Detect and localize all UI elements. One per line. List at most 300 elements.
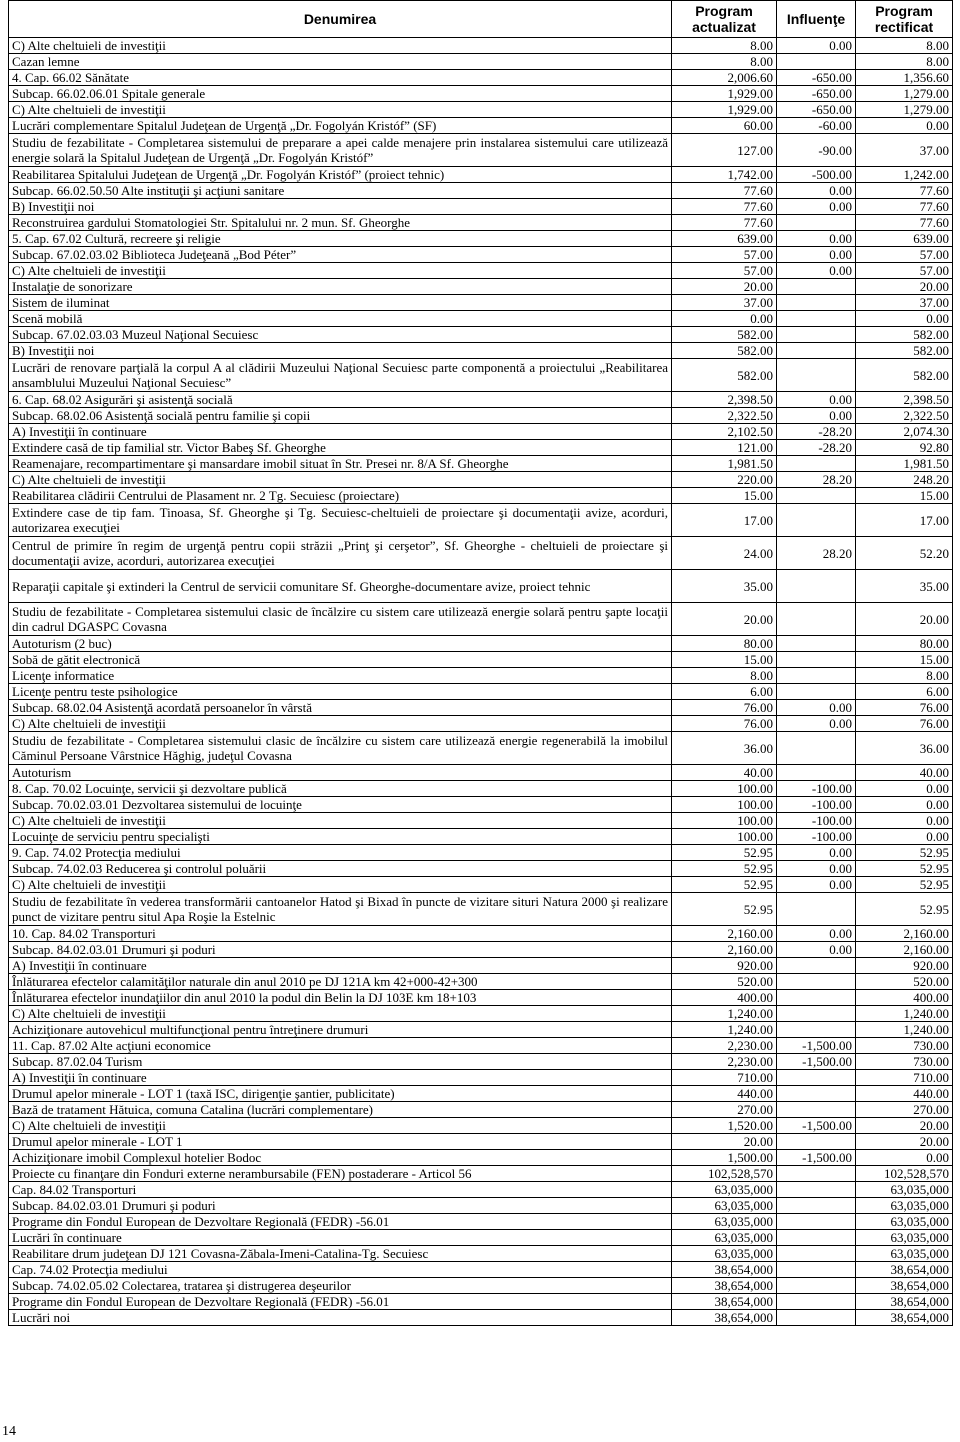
table-row [9,408,953,424]
row-program-actualizat: 639.00 [672,231,777,247]
table-row [9,343,953,359]
row-name: Studiu de fezabilitate - Completarea sistemului clasic de încălzire cu sistem care utilizează energie solară pentru şapte locaţii din cadrul DGASPC Covasna [9,603,672,636]
row-program-actualizat: 76.00 [672,716,777,732]
row-program-actualizat: 38,654,000 [672,1278,777,1294]
table-row [9,199,953,215]
row-influente [777,359,856,392]
row-program-rectificat: 20.00 [856,1134,953,1150]
table-row [9,102,953,118]
row-program-actualizat: 57.00 [672,247,777,263]
row-program-actualizat: 38,654,000 [672,1310,777,1326]
row-influente: 0.00 [777,845,856,861]
row-program-rectificat: 0.00 [856,797,953,813]
row-name: Achiziţionare autovehicul multifuncţional pentru întreţinere drumuri [9,1022,672,1038]
row-name: Autoturism [9,765,672,781]
table-row [9,1230,953,1246]
row-program-rectificat: 2,160.00 [856,926,953,942]
row-influente: 0.00 [777,38,856,54]
table-row [9,636,953,652]
row-program-actualizat: 38,654,000 [672,1262,777,1278]
row-program-actualizat: 1,742.00 [672,167,777,183]
row-program-rectificat: 77.60 [856,215,953,231]
row-name: Subcap. 74.02.03 Reducerea şi controlul poluării [9,861,672,877]
row-program-rectificat: 52.95 [856,845,953,861]
row-program-rectificat: 730.00 [856,1038,953,1054]
row-program-rectificat: 20.00 [856,603,953,636]
row-program-actualizat: 1,240.00 [672,1022,777,1038]
row-program-actualizat: 77.60 [672,183,777,199]
page-number: 14 [2,1424,16,1439]
row-influente: -1,500.00 [777,1118,856,1134]
row-program-actualizat: 2,398.50 [672,392,777,408]
row-influente: 0.00 [777,877,856,893]
row-program-rectificat: 8.00 [856,38,953,54]
row-influente [777,974,856,990]
row-program-actualizat: 20.00 [672,603,777,636]
row-name: C) Alte cheltuieli de investiţii [9,716,672,732]
row-name: Subcap. 68.02.04 Asistenţă acordată persoanelor în vârstă [9,700,672,716]
row-name: C) Alte cheltuieli de investiţii [9,877,672,893]
table-row [9,1246,953,1262]
row-program-rectificat: 1,240.00 [856,1022,953,1038]
table-row [9,716,953,732]
row-name: Subcap. 68.02.06 Asistenţă socială pentru familie şi copii [9,408,672,424]
row-influente: -650.00 [777,86,856,102]
row-program-rectificat: 92.80 [856,440,953,456]
row-program-rectificat: 80.00 [856,636,953,652]
row-program-actualizat: 63,035,000 [672,1246,777,1262]
table-row [9,167,953,183]
row-influente [777,504,856,537]
table-row [9,311,953,327]
row-influente [777,1006,856,1022]
row-influente [777,54,856,70]
row-name: Subcap. 70.02.03.01 Dezvoltarea sistemului de locuinţe [9,797,672,813]
row-name: Cap. 74.02 Protecţia mediului [9,1262,672,1278]
row-influente: -100.00 [777,781,856,797]
table-row [9,926,953,942]
table-row [9,1102,953,1118]
row-program-rectificat: 0.00 [856,829,953,845]
row-program-actualizat: 77.60 [672,215,777,231]
row-influente [777,1182,856,1198]
row-name: C) Alte cheltuieli de investiţii [9,102,672,118]
row-program-rectificat: 76.00 [856,716,953,732]
table-row [9,797,953,813]
row-program-actualizat: 2,006.60 [672,70,777,86]
row-program-actualizat: 38,654,000 [672,1294,777,1310]
row-program-rectificat: 63,035,000 [856,1182,953,1198]
row-influente [777,1070,856,1086]
table-row [9,893,953,926]
row-name: Cazan lemne [9,54,672,70]
row-name: Reabilitarea clădirii Centrului de Plasament nr. 2 Tg. Secuiesc (proiectare) [9,488,672,504]
row-program-actualizat: 63,035,000 [672,1214,777,1230]
row-program-rectificat: 20.00 [856,1118,953,1134]
row-influente [777,958,856,974]
table-row [9,1166,953,1182]
row-program-rectificat: 77.60 [856,199,953,215]
row-program-actualizat: 52.95 [672,861,777,877]
table-row [9,684,953,700]
row-influente [777,1230,856,1246]
row-program-rectificat: 38,654,000 [856,1278,953,1294]
table-row [9,1054,953,1070]
row-program-actualizat: 100.00 [672,781,777,797]
row-program-rectificat: 77.60 [856,183,953,199]
row-program-actualizat: 520.00 [672,974,777,990]
row-program-rectificat: 38,654,000 [856,1262,953,1278]
row-program-actualizat: 60.00 [672,118,777,134]
row-name: Extindere case de tip fam. Tinoasa, Sf. Gheorghe şi Tg. Secuiesc-cheltuieli de proiectare şi documentaţii avize, acorduri, autorizarea execuţiei [9,504,672,537]
row-influente [777,343,856,359]
row-name: C) Alte cheltuieli de investiţii [9,38,672,54]
table-row [9,327,953,343]
row-program-rectificat: 102,528,570 [856,1166,953,1182]
row-program-actualizat: 80.00 [672,636,777,652]
row-program-actualizat: 102,528,570 [672,1166,777,1182]
row-program-rectificat: 920.00 [856,958,953,974]
row-influente [777,1310,856,1326]
row-program-rectificat: 8.00 [856,668,953,684]
row-program-rectificat: 40.00 [856,765,953,781]
row-name: 11. Cap. 87.02 Alte acţiuni economice [9,1038,672,1054]
row-influente: 0.00 [777,199,856,215]
row-program-actualizat: 37.00 [672,295,777,311]
table-row [9,456,953,472]
table-row [9,1070,953,1086]
table-row [9,1294,953,1310]
row-name: Subcap. 67.02.03.02 Biblioteca Judeţeană „Bod Péter” [9,247,672,263]
row-program-actualizat: 2,230.00 [672,1054,777,1070]
row-influente: -1,500.00 [777,1054,856,1070]
table-row [9,1086,953,1102]
row-name: Achiziţionare imobil Complexul hotelier Bodoc [9,1150,672,1166]
table-row [9,1310,953,1326]
row-program-rectificat: 76.00 [856,700,953,716]
row-name: Reparaţii capitale şi extinderi la Centrul de servicii comunitare Sf. Gheorghe-documentare avize, proiect tehnic [9,570,672,603]
row-influente [777,1134,856,1150]
row-program-rectificat: 0.00 [856,813,953,829]
row-name: 4. Cap. 66.02 Sănătate [9,70,672,86]
row-name: 9. Cap. 74.02 Protecţia mediului [9,845,672,861]
row-influente [777,1214,856,1230]
row-influente [777,1022,856,1038]
row-influente [777,1166,856,1182]
row-influente: 0.00 [777,716,856,732]
row-influente: 0.00 [777,942,856,958]
row-program-actualizat: 920.00 [672,958,777,974]
row-program-rectificat: 0.00 [856,311,953,327]
table-row [9,1022,953,1038]
row-influente: 0.00 [777,861,856,877]
row-program-rectificat: 2,398.50 [856,392,953,408]
row-influente: -650.00 [777,102,856,118]
table-row [9,440,953,456]
row-influente: -650.00 [777,70,856,86]
row-program-rectificat: 38,654,000 [856,1294,953,1310]
row-program-actualizat: 582.00 [672,359,777,392]
row-name: A) Investiţii în continuare [9,958,672,974]
row-program-rectificat: 440.00 [856,1086,953,1102]
row-name: Lucrări complementare Spitalul Judeţean de Urgenţă „Dr. Fogolyán Kristóf” (SF) [9,118,672,134]
row-name: Subcap. 74.02.05.02 Colectarea, tratarea şi distrugerea deşeurilor [9,1278,672,1294]
table-header-row [9,1,953,38]
table-row [9,1006,953,1022]
row-name: B) Investiţii noi [9,343,672,359]
row-influente [777,668,856,684]
table-row [9,1038,953,1054]
table-row [9,974,953,990]
row-name: Înlăturarea efectelor inundaţiilor din anul 2010 la podul din Belin la DJ 103E km 18+103 [9,990,672,1006]
row-name: Extindere casă de tip familial str. Victor Babeş Sf. Gheorghe [9,440,672,456]
row-influente: 0.00 [777,247,856,263]
row-name: Subcap. 66.02.06.01 Spitale generale [9,86,672,102]
row-program-actualizat: 440.00 [672,1086,777,1102]
row-program-rectificat: 52.20 [856,537,953,570]
row-program-rectificat: 20.00 [856,279,953,295]
row-program-actualizat: 1,240.00 [672,1006,777,1022]
row-program-actualizat: 8.00 [672,668,777,684]
row-program-actualizat: 77.60 [672,199,777,215]
table-row [9,1214,953,1230]
row-name: Autoturism (2 buc) [9,636,672,652]
row-program-rectificat: 52.95 [856,877,953,893]
row-influente: -28.20 [777,424,856,440]
row-influente: -1,500.00 [777,1150,856,1166]
row-program-actualizat: 100.00 [672,797,777,813]
row-program-actualizat: 52.95 [672,877,777,893]
row-name: Subcap. 84.02.03.01 Drumuri şi poduri [9,942,672,958]
row-program-actualizat: 270.00 [672,1102,777,1118]
row-program-actualizat: 63,035,000 [672,1230,777,1246]
row-influente [777,295,856,311]
row-influente: -1,500.00 [777,1038,856,1054]
row-program-actualizat: 2,230.00 [672,1038,777,1054]
row-program-rectificat: 57.00 [856,263,953,279]
row-program-rectificat: 0.00 [856,781,953,797]
row-program-actualizat: 100.00 [672,829,777,845]
row-program-actualizat: 20.00 [672,279,777,295]
row-program-actualizat: 63,035,000 [672,1198,777,1214]
row-influente [777,1294,856,1310]
row-program-actualizat: 2,160.00 [672,926,777,942]
table-row [9,472,953,488]
table-row [9,877,953,893]
row-influente [777,570,856,603]
row-influente: -100.00 [777,797,856,813]
row-program-rectificat: 582.00 [856,327,953,343]
table-row [9,359,953,392]
row-program-rectificat: 582.00 [856,359,953,392]
row-program-rectificat: 36.00 [856,732,953,765]
row-influente [777,1102,856,1118]
row-name: C) Alte cheltuieli de investiţii [9,263,672,279]
row-program-rectificat: 1,279.00 [856,86,953,102]
row-influente: -90.00 [777,134,856,167]
row-program-rectificat: 38,654,000 [856,1310,953,1326]
row-program-rectificat: 0.00 [856,118,953,134]
table-row [9,1262,953,1278]
row-name: Lucrări noi [9,1310,672,1326]
row-name: Sistem de iluminat [9,295,672,311]
row-program-rectificat: 8.00 [856,54,953,70]
table-row [9,958,953,974]
row-program-actualizat: 52.95 [672,845,777,861]
row-influente [777,765,856,781]
row-program-actualizat: 582.00 [672,343,777,359]
row-program-actualizat: 52.95 [672,893,777,926]
row-influente: 0.00 [777,700,856,716]
row-influente [777,279,856,295]
row-name: B) Investiţii noi [9,199,672,215]
row-influente [777,893,856,926]
row-program-actualizat: 24.00 [672,537,777,570]
row-influente: -28.20 [777,440,856,456]
table-row [9,279,953,295]
row-program-rectificat: 52.95 [856,893,953,926]
row-program-rectificat: 2,074.30 [856,424,953,440]
row-program-rectificat: 1,356.60 [856,70,953,86]
row-program-actualizat: 15.00 [672,652,777,668]
row-program-actualizat: 0.00 [672,311,777,327]
row-program-actualizat: 1,981.50 [672,456,777,472]
table-row [9,118,953,134]
table-row [9,38,953,54]
row-program-actualizat: 6.00 [672,684,777,700]
row-program-rectificat: 1,981.50 [856,456,953,472]
row-name: Studiu de fezabilitate - Completarea sistemului clasic de încălzire cu sistem care utilizează energie regenerabilă la imobilul Căminul Persoane Vârstnice Hăghig, judeţul Covasna [9,732,672,765]
row-program-rectificat: 582.00 [856,343,953,359]
table-row [9,231,953,247]
row-program-actualizat: 20.00 [672,1134,777,1150]
row-program-actualizat: 15.00 [672,488,777,504]
row-name: Lucrări de renovare parţială la corpul A al clădirii Muzeului Naţional Secuiesc parte componentă a proiectului „Reabilitarea ansamblului Muzeului Naţional Secuiesc” [9,359,672,392]
row-name: Studiu de fezabilitate în vederea transformării cantoanelor Hatod şi Bixad în puncte de vizitare situri Natura 2000 şi realizare punct de vizitare pentru situl Apa Roşie la Estelnic [9,893,672,926]
row-program-rectificat: 248.20 [856,472,953,488]
row-influente [777,456,856,472]
row-program-actualizat: 36.00 [672,732,777,765]
row-name: A) Investiţii în continuare [9,424,672,440]
row-program-rectificat: 15.00 [856,488,953,504]
row-name: 5. Cap. 67.02 Cultură, recreere şi religie [9,231,672,247]
table-row [9,1134,953,1150]
row-influente [777,1198,856,1214]
table-row [9,1182,953,1198]
table-row [9,781,953,797]
header-program-rectificat: Program rectificat [856,1,953,38]
row-influente [777,215,856,231]
row-influente: -60.00 [777,118,856,134]
row-program-actualizat: 17.00 [672,504,777,537]
row-program-actualizat: 57.00 [672,263,777,279]
table-row [9,70,953,86]
row-program-rectificat: 2,160.00 [856,942,953,958]
table-row [9,668,953,684]
table-row [9,263,953,279]
row-influente: 28.20 [777,472,856,488]
table-row [9,488,953,504]
row-influente [777,732,856,765]
table-row [9,652,953,668]
row-name: Subcap. 87.02.04 Turism [9,1054,672,1070]
header-influente: Influenţe [777,1,856,38]
row-program-actualizat: 710.00 [672,1070,777,1086]
row-influente [777,684,856,700]
row-program-actualizat: 127.00 [672,134,777,167]
table-row [9,570,953,603]
row-influente: 0.00 [777,263,856,279]
row-name: Drumul apelor minerale - LOT 1 (taxă ISC, dirigenţie şantier, publicitate) [9,1086,672,1102]
row-program-rectificat: 37.00 [856,295,953,311]
row-program-rectificat: 1,242.00 [856,167,953,183]
row-name: C) Alte cheltuieli de investiţii [9,1006,672,1022]
header-denumirea: Denumirea [9,1,672,38]
row-program-actualizat: 8.00 [672,38,777,54]
row-program-actualizat: 1,929.00 [672,102,777,118]
row-name: 8. Cap. 70.02 Locuinţe, servicii şi dezvoltare publică [9,781,672,797]
row-name: Subcap. 66.02.50.50 Alte instituţii şi acţiuni sanitare [9,183,672,199]
row-name: Programe din Fondul European de Dezvoltare Regională (FEDR) -56.01 [9,1294,672,1310]
row-name: Studiu de fezabilitate - Completarea sistemului de preparare a apei calde menajere prin instalarea sistemului care utilizează energie solară la Spitalul Judeţean de Urgenţă „Dr. Fogolyán Kristóf” [9,134,672,167]
table-row [9,54,953,70]
table-row [9,942,953,958]
row-program-rectificat: 0.00 [856,1150,953,1166]
row-influente [777,636,856,652]
row-name: Sobă de gătit electronică [9,652,672,668]
row-influente [777,1278,856,1294]
row-program-actualizat: 100.00 [672,813,777,829]
row-name: Licenţe pentru teste psihologice [9,684,672,700]
row-program-rectificat: 35.00 [856,570,953,603]
row-influente [777,311,856,327]
row-influente: 0.00 [777,926,856,942]
row-influente [777,488,856,504]
row-name: Subcap. 84.02.03.01 Drumuri şi poduri [9,1198,672,1214]
row-program-rectificat: 1,240.00 [856,1006,953,1022]
row-name: Reconstruirea gardului Stomatologiei Str. Spitalului nr. 2 mun. Sf. Gheorghe [9,215,672,231]
row-program-rectificat: 63,035,000 [856,1246,953,1262]
row-program-actualizat: 40.00 [672,765,777,781]
row-program-actualizat: 400.00 [672,990,777,1006]
row-name: A) Investiţii în continuare [9,1070,672,1086]
row-program-rectificat: 15.00 [856,652,953,668]
row-program-rectificat: 730.00 [856,1054,953,1070]
row-program-rectificat: 520.00 [856,974,953,990]
row-name: Scenă mobilă [9,311,672,327]
row-influente: 0.00 [777,408,856,424]
table-row [9,134,953,167]
table-body [9,38,953,1326]
row-program-rectificat: 710.00 [856,1070,953,1086]
table-row [9,504,953,537]
row-influente [777,603,856,636]
row-name: Instalaţie de sonorizare [9,279,672,295]
row-program-rectificat: 2,322.50 [856,408,953,424]
table-row [9,603,953,636]
row-program-rectificat: 57.00 [856,247,953,263]
row-influente [777,652,856,668]
row-name: Cap. 84.02 Transporturi [9,1182,672,1198]
row-program-actualizat: 121.00 [672,440,777,456]
row-program-rectificat: 63,035,000 [856,1198,953,1214]
row-name: Centrul de primire în regim de urgenţă pentru copii străzii „Prinţ şi cerşetor”, Sf. Gheorghe - cheltuieli de proiectare şi documentaţii avize, acorduri, autorizarea execuţiei [9,537,672,570]
table-row [9,215,953,231]
row-name: 10. Cap. 84.02 Transporturi [9,926,672,942]
row-name: Reabilitare drum judeţean DJ 121 Covasna-Zăbala-Imeni-Catalina-Tg. Secuiesc [9,1246,672,1262]
row-program-rectificat: 17.00 [856,504,953,537]
row-program-rectificat: 63,035,000 [856,1230,953,1246]
